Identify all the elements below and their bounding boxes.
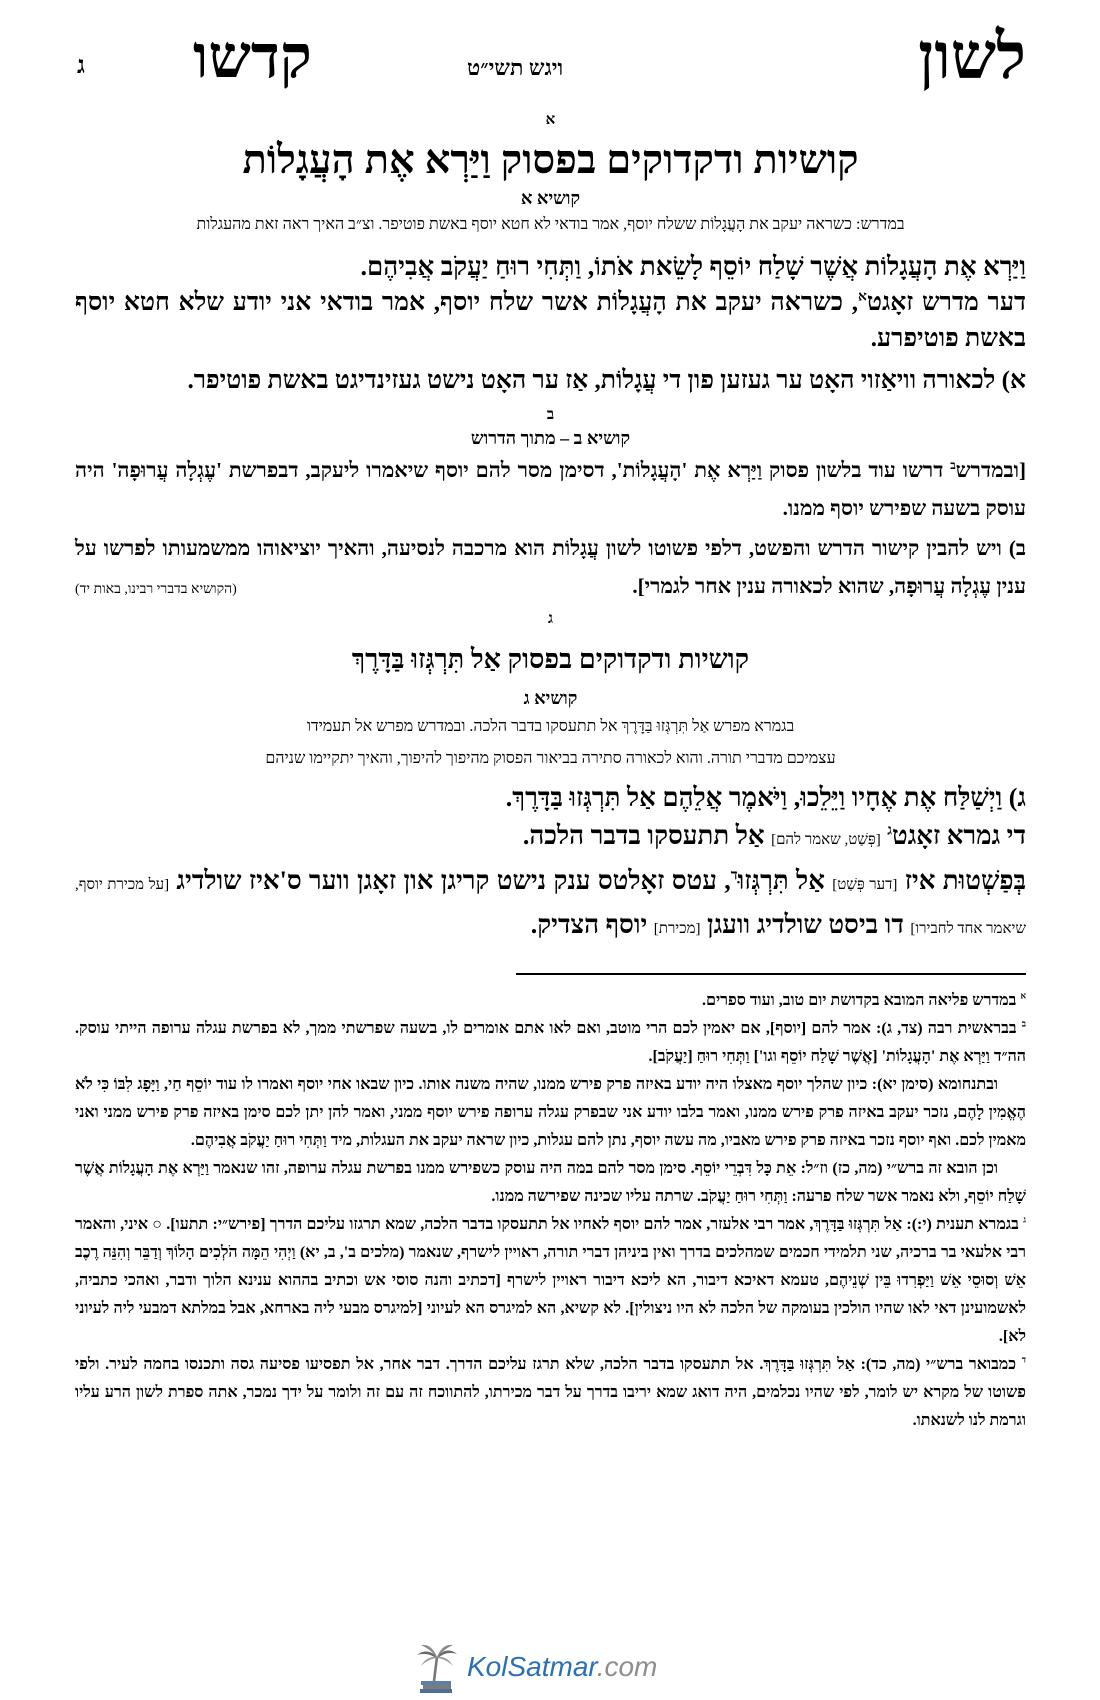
header-parsha: ויגש תשי״ט <box>467 55 564 80</box>
footnote-ref-a: א <box>858 288 867 304</box>
pshat-intro: בְּפַשְׁטוּת איז <box>904 866 1027 895</box>
section-c-summary-line-1: בגמרא מפרש אַל תִּרְגְּזוּ בַּדָּרֶךְ אל תתעסקו בדבר הלכה. ובמדרש מפרש אל תעמידו <box>306 718 795 735</box>
footnote-text: במדרש פליאה המובא בקדושת יום טוב, ועוד ספרים. <box>701 992 1017 1009</box>
footnote-paragraph: וכן הובא זה ברש״י (מה, כז) וז״ל: אֵת כָּל דִּבְרֵי יוֹסֵף. סימן מסר להם במה היה עוסק כשפירש ממנו בפרשת עגלה ערופה, זהו שנאמר וַיַּרְא אֶת הָעֲגָלוֹת אֲשֶׁר שָׁלַח יוֹסֵף, ולא נאמר אשר שלח פרעה: וַתְּחִי רוּחַ יַעֲקֹב. שרתה עליו שכינה שפירשה ממנו. <box>75 1160 1026 1205</box>
kolsatmar-logo <box>413 1640 693 1694</box>
section-a-question: א) לכאורה וויאַזוי האָט ער געזען פון די עֲגָלוֹת, אַז ער האָט נישט געזינדיגט באשת פוטיפר. <box>187 367 1026 394</box>
footnote-paragraph <box>75 1211 1026 1351</box>
section-b-question <box>75 529 1026 605</box>
section-c-verse: ג) וַיְשַׁלַּח אֶת אֶחָיו וַיֵּלֵכוּ, וַיֹּאמֶר אֲלֵהֶם אַל תִּרְגְּזוּ בַּדָּרֶךְ. <box>505 783 1026 812</box>
section-a-question-label: קושיא א <box>520 188 581 208</box>
header-title-right: לשון <box>918 21 1026 92</box>
footnote-ref-b: ב <box>950 460 956 472</box>
footnote-ref-c: ג <box>887 822 892 839</box>
section-b-midrash-paragraph <box>75 451 1026 527</box>
footnote-paragraph: ובתנחומא (סימן יא): כיון שהלך יוסף מאצלו היה יודע באיזה פרק פירש ממנו, שהיה משנה אותו. כיון שבאו אחי יוסף ואמרו לו עוד יוֹסֵף חַי, וַיָּפָג לִבּוֹ כִּי לֹא הֶאֱמִין לָהֶם, נזכר יעקב באיזה פרק פירש ממנו, ואמר בלבו יודע אני שבפרק עגלה ערופה פירש יוסף ממני, ואמר להן יתן לכם סימן באיזה פרק פירש ממני ואני מאמין לכם. ואף יוסף נזכר באיזה פרק פירש מאביו, מה עשה יוסף, נתן להם עגלות, כיון שראה יעקב את העגלות, מיד וַתְּחִי רוּחַ יַעֲקֹב אֲבִיהֶם. <box>75 1076 1026 1149</box>
page-header <box>75 0 1026 110</box>
logo-wordmark <box>467 1651 657 1683</box>
footnote-marker: ב <box>1021 1018 1026 1029</box>
section-a-summary: במדרש: כשראה יעקב את הָעֲגָלוֹת ששלח יוסף, אמר בודאי לא חטא יוסף באשת פוטיפר. וצ״ב האיך ראה זאת מהעגלות <box>196 216 905 233</box>
section-c-question-label: קושיא ג <box>523 688 578 708</box>
footnote-text: בגמרא תענית (י:): אַל תִּרְגְּזוּ בַּדָּרֶךְ, אמר רבי אלעזר, אמר להם יוסף לאחיו אל תתעסקו בדבר הלכה, שמא תרגזו עליכם הדרך [פירש״י: תתעו]. ○ איני, והאמר רבי אלעאי בר ברכיה, שני תלמידי חכמים שמהלכים בדרך ואין ביניהן דברי תורה, ראויין לישרף, שנאמר (מלכים ב', ב, יא) וַיְהִי הֵמָּה הֹלְכִים הָלוֹךְ וְדַבֵּר וְהִנֵּה רֶכֶב אֵשׁ וְסוּסֵי אֵשׁ וַיַּפְרִדוּ בֵּין שְׁנֵיהֶם, טעמא דאיכא דיבור, הא ליכא דיבור ראויין לישרף [דכתיב והנה סוסי אש וכתיב בההוא ענינא הלוך ודבר, ואהכי כתביה, לאשמועינן דאי לאו שהיו הולכין בעומקה של הלכה לא היו ניצולין]. לא קשיא, הא למיגרס הא לעיוני [למיגרס מבעי ליה בארחא, אבל במלתא דמבעי ליה לעיוני לא]. <box>75 1216 1026 1345</box>
footnote-a <box>75 987 1026 1015</box>
section-c-marker: ג <box>548 611 553 627</box>
section-c-summary-line-2: עצמיכם מדברי תורה. והוא לכאורה סתירה בביאור הפסוק מהיפוך להיפוך, והאיך יתקיימו שניהם <box>265 750 836 767</box>
footnote-paragraph <box>75 1351 1026 1435</box>
footnote-separator <box>516 973 1026 975</box>
section-a-verse: וַיַּרְא אֶת הָעֲגָלוֹת אֲשֶׁר שָׁלַח יוֹסֵף לָשֵׂאת אֹתוֹ, וַתְּחִי רוּחַ יַעֲקֹב אֲבִיהֶם. <box>360 252 1026 281</box>
midrash-intro: [ובמדרש <box>955 458 1026 482</box>
footnote-text: בבראשית רבה (צד, ג): אמר להם [יוסף], אם יאמין לכם הרי מוטב, ואם לאו אתם אומרים לו, בשעה שפרשתי ממך, לא בפרשת עגלה ערופה הייתי עוסק. הה״ד וַיַּרְא אֶת 'הָעֲגָלוֹת' [אֲשֶׁר שָׁלַח יוֹסֵף וגו'] וַתְּחִי רוּחַ [יַעֲקֹב]. <box>75 1020 1026 1065</box>
section-c-title: קושיות ודקדוקים בפסוק אַל תִּרְגְּזוּ בַּדָּרֶךְ <box>351 644 750 674</box>
gemara-text: אַל תתעסקו בדבר הלכה. <box>522 821 765 850</box>
page-content <box>75 0 1026 1435</box>
section-c-gemara-line <box>75 817 1026 859</box>
pshat-text: יוסף הצדיק. <box>530 910 648 939</box>
pshat-bracket: [דער פְּשַׁט] <box>832 877 898 893</box>
footnotes <box>75 987 1026 1435</box>
source-note: (הקושיא בדברי רבינו, באות יד) <box>75 582 237 597</box>
footnote-paragraph <box>75 1015 1026 1071</box>
gemara-intro: די גמרא זאָגט <box>891 821 1026 850</box>
section-c-pshat-paragraph <box>75 861 1026 949</box>
pshat-quote: אַל תִּרְגְּזוּ <box>737 866 825 895</box>
logo-tld: .com <box>596 1651 658 1682</box>
midrash-intro: דער מדרש זאָגט <box>866 289 1026 316</box>
logo-brand: KolSatmar <box>467 1651 597 1682</box>
section-b-marker: ב <box>546 407 555 423</box>
section-b-question-label: קושיא ב – מתוך הדרוש <box>470 428 631 448</box>
pshat-bracket: [על מכירת יוסף, שיאמר אחד לחבירו] <box>75 877 1026 937</box>
page-number-letter: ג <box>77 53 85 79</box>
gemara-bracket: [פְּשַׁט, שאמר להם] <box>771 832 881 848</box>
pshat-bracket: [מכירת] <box>653 921 701 937</box>
midrash-text: דרשו עוד בלשון פסוק וַיַּרְא אֶת 'הָעֲגָלוֹת', דסימן מסר להם יוסף שיאמרו ליעקב, דבפרשת 'עֶגְלָה עֲרוּפָה' היה עוסק בשעה שפירש יוסף ממנו. <box>75 458 1026 520</box>
section-a-marker: א <box>545 112 556 128</box>
footnote-ref-d: ד <box>730 867 738 884</box>
pshat-text: דו ביסט שולדיג וועגן <box>706 910 904 939</box>
header-title-center: קדשו <box>193 24 312 90</box>
question-text: ב) ויש להבין קישור הדרש והפשט, דלפי פשוטו לשון עֲגָלוֹת הוא מרכבה לנסיעה, והאיך יוציאוהו ממשמעותו לפרשו על ענין עֶגְלָה עֲרוּפָה, שהוא לכאורה ענין אחר לגמרי]. <box>75 536 1026 598</box>
footnote-d <box>75 1351 1026 1435</box>
footnote-marker: א <box>1020 990 1026 1001</box>
midrash-text: , כשראה יעקב את הָעֲגָלוֹת אשר שלח יוסף, אמר בודאי אני יודע שלא חטא יוסף באשת פוטיפרע. <box>75 289 1026 352</box>
footnote-c <box>75 1211 1026 1351</box>
footnote-marker: ד <box>1021 1354 1027 1365</box>
palm-tree-books-icon <box>413 1641 459 1693</box>
section-a-title: קושיות ודקדוקים בפסוק וַיַּרְא אֶת הָעֲגָלוֹת <box>242 137 859 182</box>
footnote-paragraph <box>75 987 1026 1015</box>
pshat-text: , עטס זאָלטס ענק נישט קריגן און זאָגן ווער ס'איז שולדיג <box>176 866 731 895</box>
footnote-text: כמבואר ברש״י (מה, כד): אַל תִּרְגְּזוּ בַּדָּרֶךְ. אל תתעסקו בדבר הלכה, שלא תרגז עליכם הדרך. דבר אחר, אל תפסיעו פסיעה גסה ותכנסו בחמה לעיר. ולפי פשוטו של מקרא יש לומר, לפי שהיו נכלמים, היה דואג שמא יריבו בדרך על דבר מכירתו, להתווכח זה עם זה ולומר על ידך נמכר, אתה ספרת לשון הרע עליו וגרמת לנו לשנאתו. <box>75 1356 1026 1429</box>
section-a-midrash-paragraph <box>75 285 1026 357</box>
footnote-marker: ג <box>1023 1214 1027 1225</box>
footnote-b <box>75 1015 1026 1211</box>
